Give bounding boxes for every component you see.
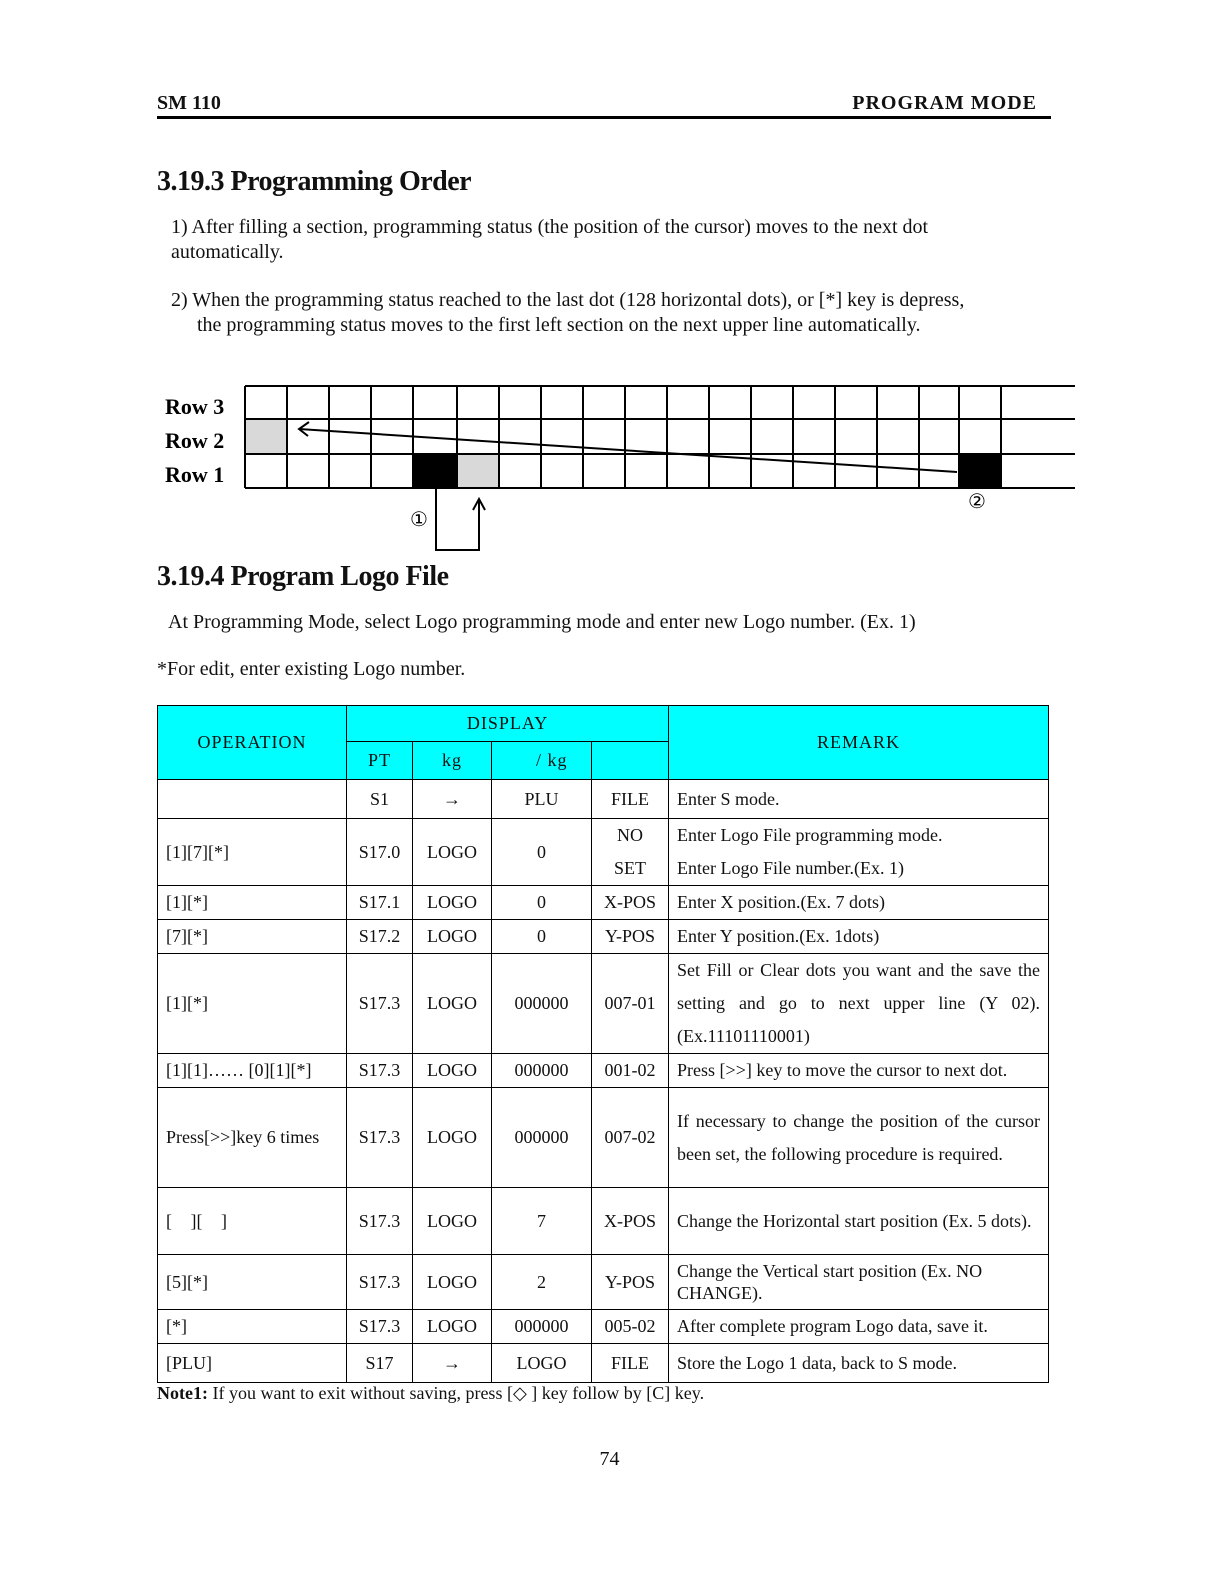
cell-price-line1: NO — [617, 825, 644, 845]
paragraph-edit-note: *For edit, enter existing Logo number. — [157, 658, 466, 680]
cell-per-kg: 2 — [492, 1255, 592, 1310]
cell-per-kg: PLU — [492, 780, 592, 819]
cell-pt: S17.0 — [347, 819, 413, 886]
cell-kg: → — [413, 780, 492, 819]
row-1-label: Row 1 — [165, 462, 225, 487]
cell-price — [592, 819, 669, 886]
cell-price: 005-02 — [592, 1310, 669, 1344]
page-header — [157, 92, 1051, 119]
up-arrow — [436, 488, 485, 550]
table-row — [158, 1344, 1049, 1383]
cell-kg: LOGO — [413, 920, 492, 954]
cell-per-kg: 0 — [492, 886, 592, 920]
section-title-programming-order: 3.19.3 Programming Order — [157, 166, 472, 197]
cell-operation: [1][1]…… [0][1][*] — [158, 1054, 347, 1088]
section-title-program-logo-file: 3.19.4 Program Logo File — [157, 561, 449, 592]
table-row — [158, 1310, 1049, 1344]
row-2-first-cell-shaded — [245, 419, 287, 454]
cell-pt: S17.2 — [347, 920, 413, 954]
paragraph-step-2-line2: the programming status moves to the first left section on the next upper line automatically. — [197, 314, 921, 336]
row-1-filled-cell-last — [959, 454, 1001, 488]
header-display: DISPLAY — [347, 706, 669, 742]
cell-operation — [158, 780, 347, 819]
cell-per-kg: LOGO — [492, 1344, 592, 1383]
paragraph-step-2-line1: 2) When the programming status reached to the last dot (128 horizontal dots), or [*] key is depress, — [171, 289, 965, 311]
cell-operation: [7][*] — [158, 920, 347, 954]
cell-kg: LOGO — [413, 819, 492, 886]
table-row — [158, 920, 1049, 954]
header-pt: PT — [347, 742, 413, 780]
paragraph-step-1: 1) After filling a section, programming status (the position of the cursor) moves to the next dot automatically. — [171, 216, 929, 263]
cell-remark-line1: Enter Logo File programming mode. — [677, 825, 943, 845]
header-model: SM 110 — [157, 92, 221, 114]
cell-operation: [1][7][*] — [158, 819, 347, 886]
cell-remark: Change the Vertical start position (Ex. NO CHANGE). — [669, 1255, 1049, 1310]
cell-operation: [*] — [158, 1310, 347, 1344]
cell-per-kg: 000000 — [492, 1088, 592, 1188]
cell-remark: Set Fill or Clear dots you want and the save the setting and go to next upper line (Y 02).(Ex.11101110001) — [669, 954, 1049, 1054]
note-text: If you want to exit without saving, press [◇ ] key follow by [C] key. — [207, 1383, 705, 1403]
cell-operation: [1][*] — [158, 954, 347, 1054]
cell-remark: Press [>>] key to move the cursor to next dot. — [669, 1054, 1049, 1088]
logo-operation-table — [157, 705, 1049, 1383]
cell-price: X-POS — [592, 1188, 669, 1255]
cell-pt: S17.3 — [347, 954, 413, 1054]
cell-kg: LOGO — [413, 1310, 492, 1344]
cell-operation: [1][*] — [158, 886, 347, 920]
cell-operation: Press[>>]key 6 times — [158, 1088, 347, 1188]
cell-price-line2: SET — [614, 858, 647, 878]
table-row — [158, 780, 1049, 819]
note-exit-without-saving — [157, 1383, 704, 1404]
cell-price: FILE — [592, 780, 669, 819]
note-label: Note1: — [157, 1383, 208, 1403]
cell-pt: S17 — [347, 1344, 413, 1383]
cell-per-kg: 000000 — [492, 954, 592, 1054]
table-row — [158, 1188, 1049, 1255]
cell-price: Y-POS — [592, 920, 669, 954]
cell-pt: S1 — [347, 780, 413, 819]
cell-remark: After complete program Logo data, save it. — [669, 1310, 1049, 1344]
cell-price: 001-02 — [592, 1054, 669, 1088]
grid-lines — [245, 386, 1075, 488]
cell-per-kg: 7 — [492, 1188, 592, 1255]
cell-kg: LOGO — [413, 1054, 492, 1088]
cell-operation: [5][*] — [158, 1255, 347, 1310]
table-row — [158, 954, 1049, 1054]
cell-per-kg: 000000 — [492, 1310, 592, 1344]
row-1-next-cell-shaded — [457, 454, 499, 488]
cell-price: Y-POS — [592, 1255, 669, 1310]
table-row — [158, 1054, 1049, 1088]
cell-kg: → — [413, 1344, 492, 1383]
cell-remark: If necessary to change the position of the cursor been set, the following procedure is required. — [669, 1088, 1049, 1188]
cell-kg: LOGO — [413, 1088, 492, 1188]
cell-kg: LOGO — [413, 954, 492, 1054]
header-kg: kg — [413, 742, 492, 780]
row-1-filled-cell-1 — [413, 454, 457, 488]
dot-grid-diagram — [157, 380, 1077, 555]
cell-operation: [  ][  ] — [158, 1188, 347, 1255]
cell-remark: Enter Y position.(Ex. 1dots) — [669, 920, 1049, 954]
header-operation: OPERATION — [158, 706, 347, 780]
marker-1: ① — [410, 507, 428, 531]
header-price:   — [592, 742, 669, 780]
table-row — [158, 1088, 1049, 1188]
cell-kg: LOGO — [413, 886, 492, 920]
cell-pt: S17.1 — [347, 886, 413, 920]
header-remark: REMARK — [669, 706, 1049, 780]
cell-remark: Enter S mode. — [669, 780, 1049, 819]
cell-remark — [669, 819, 1049, 886]
cell-pt: S17.3 — [347, 1088, 413, 1188]
cell-price: X-POS — [592, 886, 669, 920]
paragraph-logo-intro: At Programming Mode, select Logo programming mode and enter new Logo number. (Ex. 1) — [168, 611, 916, 633]
cell-remark: Store the Logo 1 data, back to S mode. — [669, 1344, 1049, 1383]
cell-kg: LOGO — [413, 1188, 492, 1255]
cell-pt: S17.3 — [347, 1255, 413, 1310]
cell-operation: [PLU] — [158, 1344, 347, 1383]
cell-price: 007-01 — [592, 954, 669, 1054]
cell-remark: Change the Horizontal start position (Ex. 5 dots). — [669, 1188, 1049, 1255]
table-row — [158, 819, 1049, 886]
cell-pt: S17.3 — [347, 1310, 413, 1344]
cell-price: FILE — [592, 1344, 669, 1383]
cell-remark: Enter X position.(Ex. 7 dots) — [669, 886, 1049, 920]
cell-per-kg: 0 — [492, 920, 592, 954]
cell-pt: S17.3 — [347, 1188, 413, 1255]
page-number: 74 — [599, 1448, 620, 1470]
cell-pt: S17.3 — [347, 1054, 413, 1088]
table-row — [158, 886, 1049, 920]
row-3-label: Row 3 — [165, 394, 225, 419]
cell-per-kg: 0 — [492, 819, 592, 886]
header-per-kg:   / kg — [492, 742, 592, 780]
table-row — [158, 1255, 1049, 1310]
cell-remark-line2: Enter Logo File number.(Ex. 1) — [677, 858, 904, 878]
cell-kg: LOGO — [413, 1255, 492, 1310]
marker-2: ② — [968, 489, 986, 513]
cell-price: 007-02 — [592, 1088, 669, 1188]
header-mode: PROGRAM MODE — [852, 92, 1037, 114]
row-2-label: Row 2 — [165, 428, 225, 453]
cell-per-kg: 000000 — [492, 1054, 592, 1088]
return-arrow — [299, 422, 957, 472]
